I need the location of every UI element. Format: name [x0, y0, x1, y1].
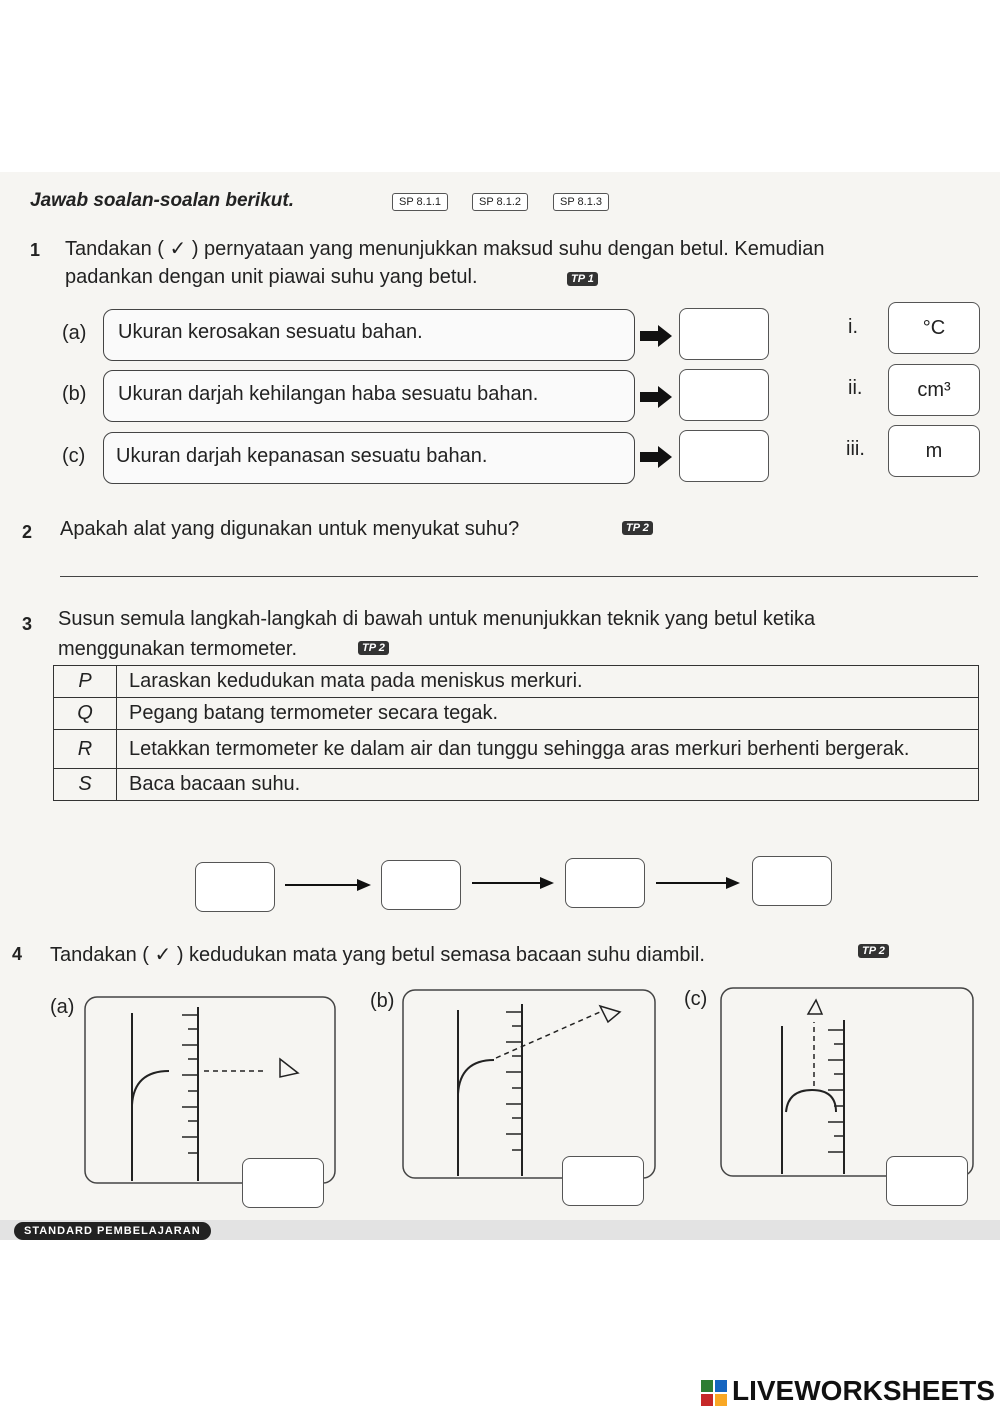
liveworksheets-logo	[700, 1375, 995, 1407]
unit-i-label: i.	[848, 316, 858, 338]
q1-tick-box-b[interactable]	[679, 369, 769, 421]
order-box-1[interactable]	[195, 862, 275, 912]
sp-tag-3: SP 8.1.3	[553, 193, 609, 211]
step-key: S	[54, 769, 117, 801]
q1-text-line2: padankan dengan unit piawai suhu yang betul.	[65, 266, 478, 288]
unit-iii-value: m	[925, 439, 943, 462]
q1-item-a-label: (a)	[62, 322, 87, 344]
unit-i-value: °C	[922, 316, 946, 339]
order-box-3[interactable]	[565, 858, 645, 908]
q3-text-line1: Susun semula langkah-langkah di bawah untuk menunjukkan teknik yang betul ketika	[58, 608, 816, 630]
arrow-right-icon	[472, 876, 554, 890]
q3-number: 3	[22, 614, 33, 634]
table-row	[54, 666, 979, 698]
step-key: Q	[54, 698, 117, 730]
q1-tick-box-a[interactable]	[679, 308, 769, 360]
step-text: Laraskan kedudukan mata pada meniskus merkuri.	[117, 666, 979, 698]
q4-option-a-label: (a)	[50, 996, 75, 1018]
q4-tick-box-b[interactable]	[562, 1156, 644, 1206]
step-text: Letakkan termometer ke dalam air dan tunggu sehingga aras merkuri berhenti bergerak.	[117, 730, 979, 769]
q2-number: 2	[22, 522, 33, 542]
q1-item-b-text: Ukuran darjah kehilangan haba sesuatu bahan.	[118, 383, 539, 405]
q1-item-a-text: Ukuran kerosakan sesuatu bahan.	[118, 321, 423, 343]
liveworksheets-text: LIVEWORKSHEETS	[732, 1375, 995, 1406]
step-text: Baca bacaan suhu.	[117, 769, 979, 801]
arrow-right-icon	[640, 386, 672, 408]
q2-answer-line[interactable]	[60, 576, 978, 577]
q4-text: Tandakan ( ✓ ) kedudukan mata yang betul semasa bacaan suhu diambil.	[50, 944, 705, 966]
q4-option-b-label: (b)	[370, 990, 395, 1012]
step-text: Pegang batang termometer secara tegak.	[117, 698, 979, 730]
q4-tp-badge: TP 2	[858, 944, 889, 958]
arrow-right-icon	[640, 325, 672, 347]
sp-tag-2: SP 8.1.2	[472, 193, 528, 211]
order-box-4[interactable]	[752, 856, 832, 906]
q4-tick-box-a[interactable]	[242, 1158, 324, 1208]
thermometer-diagram-b	[402, 988, 658, 1184]
instruction-heading: Jawab soalan-soalan berikut.	[30, 190, 294, 211]
unit-ii-box[interactable]	[888, 364, 980, 416]
q4-option-c-label: (c)	[684, 988, 708, 1010]
step-key: R	[54, 730, 117, 769]
unit-ii-label: ii.	[848, 377, 863, 399]
table-row	[54, 698, 979, 730]
q1-text-line1: Tandakan ( ✓ ) pernyataan yang menunjukkan maksud suhu dengan betul. Kemudian	[65, 238, 825, 260]
unit-i-box[interactable]	[888, 302, 980, 354]
q3-text-line2: menggunakan termometer.	[58, 638, 298, 660]
table-row	[54, 730, 979, 769]
q2-text: Apakah alat yang digunakan untuk menyukat suhu?	[60, 518, 520, 540]
table-row	[54, 769, 979, 801]
q1-number: 1	[30, 240, 41, 260]
thermometer-diagram-c	[720, 986, 976, 1182]
unit-iii-box[interactable]	[888, 425, 980, 477]
liveworksheets-icon	[700, 1379, 728, 1407]
q4-number: 4	[12, 944, 23, 964]
q2-tp-badge: TP 2	[622, 521, 653, 535]
q4-tick-box-c[interactable]	[886, 1156, 968, 1206]
q3-tp-badge: TP 2	[358, 641, 389, 655]
footer-banner: STANDARD PEMBELAJARAN	[14, 1222, 211, 1240]
arrow-right-icon	[285, 878, 371, 892]
arrow-right-icon	[640, 446, 672, 468]
unit-ii-value: cm³	[917, 378, 951, 401]
q1-tick-box-c[interactable]	[679, 430, 769, 482]
q1-item-c-text: Ukuran darjah kepanasan sesuatu bahan.	[116, 445, 488, 467]
q1-item-c-label: (c)	[62, 445, 86, 467]
unit-iii-label: iii.	[846, 438, 865, 460]
q1-item-b-label: (b)	[62, 383, 87, 405]
arrow-right-icon	[656, 876, 740, 890]
steps-table	[53, 665, 979, 801]
step-key: P	[54, 666, 117, 698]
sp-tag-1: SP 8.1.1	[392, 193, 448, 211]
q1-tp-badge: TP 1	[567, 272, 598, 286]
order-box-2[interactable]	[381, 860, 461, 910]
